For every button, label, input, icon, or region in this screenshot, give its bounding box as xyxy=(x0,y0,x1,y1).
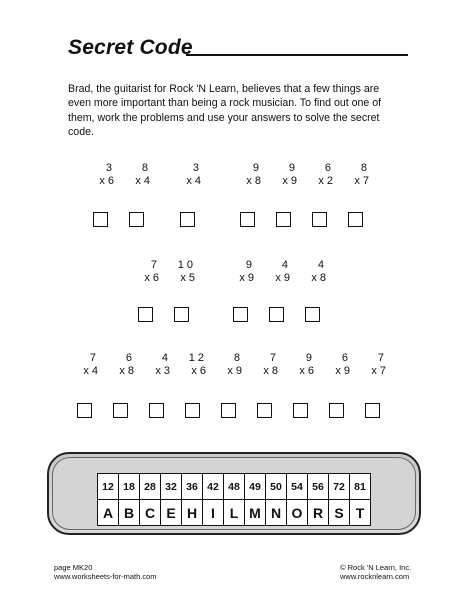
problem-multiplier: x 2 xyxy=(318,175,333,187)
problem-multiplier: x 6 xyxy=(144,272,159,284)
code-key-table xyxy=(97,473,371,526)
code-number-cell: 12 xyxy=(98,474,119,500)
code-number-cell: 72 xyxy=(329,474,350,500)
problem-multiplier: x 3 xyxy=(155,365,170,377)
code-number-cell: 32 xyxy=(161,474,182,500)
code-number-cell: 42 xyxy=(203,474,224,500)
problem-top-number: 3 xyxy=(105,162,112,174)
code-number-cell: 81 xyxy=(350,474,371,500)
problem-multiplier: x 9 xyxy=(335,365,350,377)
problem-top-number: 7 xyxy=(269,352,276,364)
problem-top-number: 8 xyxy=(141,162,148,174)
multiplication-problem xyxy=(303,162,333,188)
footer-right xyxy=(340,563,411,581)
code-number-cell: 48 xyxy=(224,474,245,500)
code-letter-cell: L xyxy=(224,500,245,526)
problem-top-number: 9 xyxy=(252,162,259,174)
multiplication-problem xyxy=(231,162,261,188)
answer-box[interactable] xyxy=(305,307,320,322)
multiplication-problem xyxy=(248,352,278,378)
multiplication-problem xyxy=(260,259,290,285)
code-number-cell: 36 xyxy=(182,474,203,500)
problem-multiplier: x 4 xyxy=(135,175,150,187)
answer-box[interactable] xyxy=(113,403,128,418)
name-line xyxy=(186,54,408,56)
multiplication-problem xyxy=(212,352,242,378)
problem-multiplier: x 4 xyxy=(83,365,98,377)
answer-box[interactable] xyxy=(312,212,327,227)
answer-box[interactable] xyxy=(77,403,92,418)
answer-box[interactable] xyxy=(138,307,153,322)
code-letter-cell: T xyxy=(350,500,371,526)
code-letter-cell: E xyxy=(161,500,182,526)
answer-box[interactable] xyxy=(257,403,272,418)
code-number-cell: 28 xyxy=(140,474,161,500)
problem-multiplier: x 6 xyxy=(191,365,206,377)
answer-box[interactable] xyxy=(293,403,308,418)
multiplication-problem xyxy=(68,352,98,378)
problem-top-number: 8 xyxy=(233,352,240,364)
multiplication-problem xyxy=(284,352,314,378)
problem-multiplier: x 4 xyxy=(186,175,201,187)
instructions-text: Brad, the guitarist for Rock 'N Learn, believes that a few things are even more important than being a rock musician. To find out one of them, work the problems and use your answers to solve the secret code. xyxy=(68,83,382,139)
multiplication-problem xyxy=(84,162,114,188)
website-left: www.worksheets-for-math.com xyxy=(54,572,157,581)
multiplication-problem xyxy=(296,259,326,285)
multiplication-problem xyxy=(267,162,297,188)
answer-box[interactable] xyxy=(93,212,108,227)
problem-multiplier: x 6 xyxy=(299,365,314,377)
multiplication-problem xyxy=(165,259,195,285)
multiplication-problem xyxy=(129,259,159,285)
answer-box[interactable] xyxy=(240,212,255,227)
multiplication-problem xyxy=(339,162,369,188)
answer-box[interactable] xyxy=(185,403,200,418)
multiplication-problem xyxy=(140,352,170,378)
problem-top-number: 6 xyxy=(341,352,348,364)
problem-top-number: 3 xyxy=(192,162,199,174)
website-right: www.rocknlearn.com xyxy=(340,572,410,581)
answer-box[interactable] xyxy=(180,212,195,227)
code-letter-cell: H xyxy=(182,500,203,526)
problem-top-number: 8 xyxy=(360,162,367,174)
multiplication-problem xyxy=(104,352,134,378)
answer-box[interactable] xyxy=(149,403,164,418)
code-number-cell: 18 xyxy=(119,474,140,500)
copyright: © Rock 'N Learn, Inc. xyxy=(340,563,412,572)
page-title: Secret Code xyxy=(68,36,193,59)
code-key-letters-row xyxy=(98,500,371,526)
answer-box[interactable] xyxy=(348,212,363,227)
problem-multiplier: x 9 xyxy=(275,272,290,284)
code-number-cell: 50 xyxy=(266,474,287,500)
problem-multiplier: x 8 xyxy=(119,365,134,377)
multiplication-problem xyxy=(171,162,201,188)
problem-multiplier: x 7 xyxy=(354,175,369,187)
problem-top-number: 7 xyxy=(377,352,384,364)
multiplication-problem xyxy=(224,259,254,285)
answer-box[interactable] xyxy=(233,307,248,322)
problem-top-number: 4 xyxy=(161,352,168,364)
answer-box[interactable] xyxy=(329,403,344,418)
answer-box[interactable] xyxy=(221,403,236,418)
problem-top-number: 9 xyxy=(245,259,252,271)
code-number-cell: 54 xyxy=(287,474,308,500)
problem-multiplier: x 8 xyxy=(246,175,261,187)
problem-multiplier: x 8 xyxy=(263,365,278,377)
problem-top-number: 4 xyxy=(317,259,324,271)
problem-top-number: 1 0 xyxy=(177,259,193,271)
page-number: page MK20 xyxy=(54,563,93,572)
problem-top-number: 7 xyxy=(89,352,96,364)
answer-box[interactable] xyxy=(129,212,144,227)
code-letter-cell: C xyxy=(140,500,161,526)
code-letter-cell: N xyxy=(266,500,287,526)
problem-top-number: 7 xyxy=(150,259,157,271)
multiplication-problem xyxy=(176,352,206,378)
code-number-cell: 56 xyxy=(308,474,329,500)
multiplication-problem xyxy=(120,162,150,188)
code-letter-cell: S xyxy=(329,500,350,526)
problem-top-number: 9 xyxy=(305,352,312,364)
answer-box[interactable] xyxy=(269,307,284,322)
problem-top-number: 6 xyxy=(125,352,132,364)
code-letter-cell: I xyxy=(203,500,224,526)
problem-multiplier: x 8 xyxy=(311,272,326,284)
problem-multiplier: x 9 xyxy=(282,175,297,187)
multiplication-problem xyxy=(356,352,386,378)
footer-left xyxy=(54,563,157,581)
code-number-cell: 49 xyxy=(245,474,266,500)
multiplication-problem xyxy=(320,352,350,378)
answer-box[interactable] xyxy=(276,212,291,227)
code-letter-cell: B xyxy=(119,500,140,526)
code-key-numbers-row xyxy=(98,474,371,500)
answer-box[interactable] xyxy=(365,403,380,418)
problem-multiplier: x 6 xyxy=(99,175,114,187)
problem-multiplier: x 5 xyxy=(180,272,195,284)
code-letter-cell: A xyxy=(98,500,119,526)
code-letter-cell: R xyxy=(308,500,329,526)
problem-multiplier: x 9 xyxy=(239,272,254,284)
problem-multiplier: x 7 xyxy=(371,365,386,377)
problem-top-number: 4 xyxy=(281,259,288,271)
answer-box[interactable] xyxy=(174,307,189,322)
problem-top-number: 9 xyxy=(288,162,295,174)
code-letter-cell: M xyxy=(245,500,266,526)
problem-top-number: 6 xyxy=(324,162,331,174)
code-letter-cell: O xyxy=(287,500,308,526)
problem-top-number: 1 2 xyxy=(188,352,204,364)
problem-multiplier: x 9 xyxy=(227,365,242,377)
